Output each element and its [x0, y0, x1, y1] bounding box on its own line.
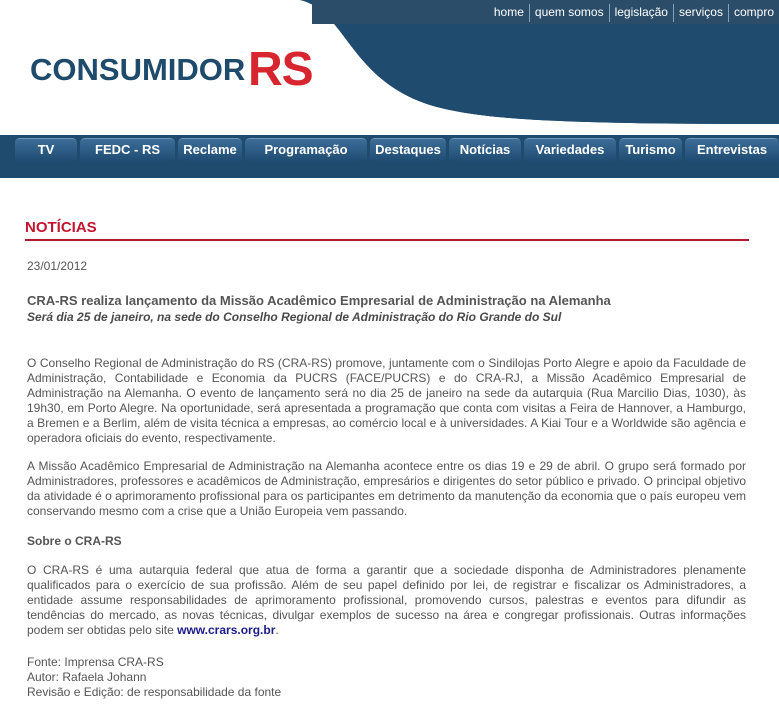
top-links — [489, 4, 779, 22]
article-subhead: Será dia 25 de janeiro, na sede do Conselho Regional de Administração do Rio Grande do Sul — [27, 310, 562, 324]
content-area — [12, 180, 779, 719]
article-paragraph-3 — [27, 563, 746, 638]
nav-tab-variedades[interactable]: Variedades — [524, 138, 616, 161]
nav-tab-turismo[interactable]: Turismo — [619, 138, 682, 161]
credit-review: Revisão e Edição: de responsabilidade da fonte — [27, 685, 282, 699]
article-date: 23/01/2012 — [27, 259, 88, 273]
nav-tab-fedc-rs[interactable]: FEDC - RS — [80, 138, 175, 161]
about-text: O CRA-RS é uma autarquia federal que atua de forma a garantir que a sociedade disponha de Administradores plenamente qualificados para o exercício de sua profissão. Além de seu papel definido por lei, de registrar e fiscalizar os Administradores, a entidade assume responsabilidades de aprimoramento profissional, promovendo cursos, palestras e eventos para difundir as tendências do mercado, as novas técnicas, divulgar exemplos de sucesso na área e congregar profissionais. Outras informações podem ser obtidas pelo site — [27, 563, 746, 637]
top-link-quem-somos[interactable]: quem somos — [529, 4, 609, 22]
nav-tab-programacao[interactable]: Programação — [245, 138, 367, 161]
credit-source: Fonte: Imprensa CRA-RS — [27, 655, 164, 669]
nav-tab-tv[interactable]: TV — [15, 138, 77, 161]
nav-tab-noticias[interactable]: Notícias — [449, 138, 521, 161]
top-link-legislacao[interactable]: legislação — [609, 4, 673, 22]
article-paragraph-2: A Missão Acadêmico Empresarial de Administração na Alemanha acontece entre os dias 19 e 29 de abril. O grupo será formado por Administradores, professores e acadêmicos de Administração, empresários e dirigentes do setor público e privado. O principal objetivo da atividade é o aprimoramento profissional para os participantes em detrimento da manutenção da economia que o país europeu vem conservando mesmo com a crise que a União Europeia vem passando. — [27, 459, 746, 518]
article-credits — [27, 655, 281, 700]
section-title-divider — [25, 239, 749, 241]
article-headline: CRA-RS realiza lançamento da Missão Acadêmico Empresarial de Administração na Alemanha — [27, 293, 611, 308]
nav-tab-reclame[interactable]: Reclame — [178, 138, 242, 161]
site-link[interactable]: www.crars.org.br — [177, 623, 276, 637]
link-suffix: . — [275, 623, 279, 637]
main-nav — [0, 138, 779, 162]
top-link-compro[interactable]: compro — [728, 4, 779, 22]
top-link-servicos[interactable]: serviços — [673, 4, 728, 22]
nav-tab-destaques[interactable]: Destaques — [370, 138, 446, 161]
credit-author: Autor: Rafaela Johann — [27, 670, 147, 684]
section-title: NOTÍCIAS — [25, 219, 97, 236]
nav-tab-entrevistas[interactable]: Entrevistas — [685, 138, 779, 161]
logo-rs-text: RS — [248, 43, 313, 96]
top-link-home[interactable]: home — [493, 5, 524, 19]
article-paragraph-1: O Conselho Regional de Administração do RS (CRA-RS) promove, juntamente com o Sindilojas Porto Alegre e apoio da Faculdade de Administração, Contabilidade e Economia da PUCRS (FACE/PUCRS) e do CRA-RJ, a Missão Acadêmico Empresarial de Administração na Alemanha. O evento de lançamento será no dia 25 de janeiro na sede da autarquia (Rua Marcilio Dias, 1030), às 19h30, em Porto Alegre. Na oportunidade, será apresentada a programação que conta com visitas a Feira de Hannover, a Hamburgo, a Bremen e a Berlim, além de visita técnica a empresas, ao comércio local e à universidades. A Kiai Tour e a Worldwide são agência e operadora oficiais do evento, respectivamente. — [27, 356, 746, 445]
logo-consumidor-text: CONSUMIDOR — [30, 52, 246, 87]
site-header — [0, 0, 779, 178]
about-heading: Sobre o CRA-RS — [27, 534, 122, 548]
